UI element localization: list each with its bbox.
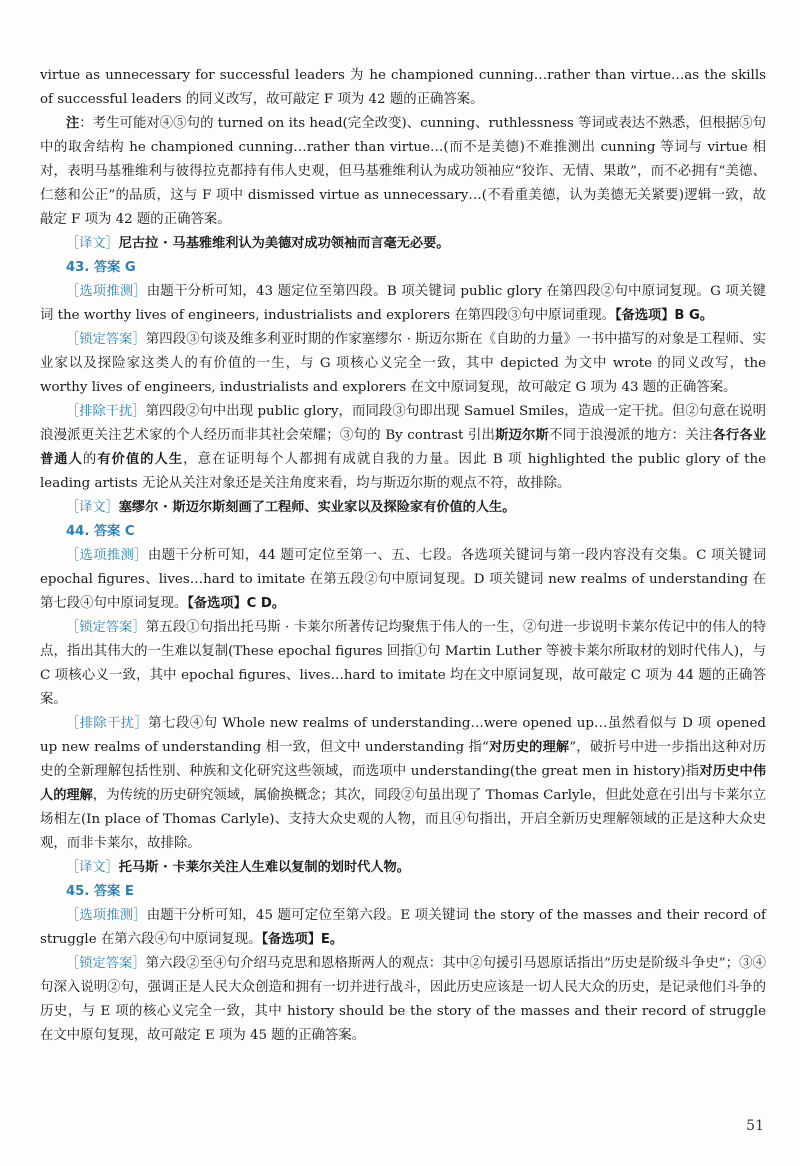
- answer-heading-q44: [40, 520, 766, 544]
- translation-q43: [40, 496, 766, 520]
- eliminate-q44: [40, 712, 766, 856]
- section-text: 由题干分析可知，45 题可定位至第六段。E 项关键词 the story of the masses and their record of struggle 在第六段④句中原词复现。: [40, 908, 766, 947]
- candidate-label: 【备选项】: [261, 932, 321, 947]
- lock-answer-q44: [40, 616, 766, 712]
- option-guess-q44: [40, 544, 766, 616]
- candidate-label: 【备选项】: [615, 308, 675, 323]
- section-text: 由题干分析可知，44 题可定位至第一、五、七段。各选项关键词与第一段内容没有交集。C 项关键词 epochal figures、lives…hard to imitate 在第五段②句中原词复现。D 项关键词 new realms of understanding 在第七段④句中原词复现。: [40, 548, 767, 611]
- emphasis-text: 对历史的理解: [488, 740, 570, 755]
- section-tag: ［锁定答案］: [66, 620, 146, 635]
- section-text: 的: [82, 452, 98, 467]
- option-guess-q45: [40, 904, 766, 952]
- answer-heading-q43: [40, 256, 766, 280]
- section-text: 第四段②句中出现 public glory，而同段③句即出现 Samuel Smiles，造成一定干扰。但②句意在说明浪漫派更关注艺术家的个人经历而非其社会荣耀；③句的 By contrast 引出: [40, 404, 766, 443]
- translation-tag: ［译文］: [66, 860, 119, 875]
- section-tag: ［选项推测］: [66, 908, 147, 923]
- section-text: 第六段②至④句介绍马克思和恩格斯两人的观点：其中②句援引马恩原话指出“历史是阶级斗争史”；③④句深入说明②句，强调正是人民大众创造和拥有一切并进行战斗，因此历史应该是一切人民大众的历史，是记录他们斗争的历史，与 E 项的核心义完全一致，其中 history should be the story of the masses and their record of struggle 在文中原句复现，故可敲定 E 项为 45 题的正确答案。: [40, 956, 766, 1043]
- option-guess-q43: [40, 280, 766, 328]
- section-tag: ［排除干扰］: [66, 716, 149, 731]
- section-tag: ［锁定答案］: [66, 332, 146, 347]
- section-text: 第五段①句指出托马斯 · 卡莱尔所著传记均聚焦于伟人的一生，②句进一步说明卡莱尔传记中的伟人的特点，指出其伟大的一生难以复制(These epochal figures 回指①句 Martin Luther 等被卡莱尔所取材的划时代伟人)，与 C 项核心义一致，其中 epochal figures、lives…hard to imitate 均在文中原词复现，故可敲定 C 项为 44 题的正确答案。: [40, 620, 766, 707]
- note-paragraph: [40, 112, 766, 232]
- emphasis-text: 斯迈尔斯: [495, 428, 549, 443]
- section-tag: ［选项推测］: [66, 548, 148, 563]
- emphasis-text: 对历史中伟人的理解: [40, 764, 766, 803]
- candidate-options: B G。: [674, 308, 714, 323]
- section-tag: ［锁定答案］: [66, 956, 146, 971]
- document-body: [40, 64, 766, 1048]
- section-text: 不同于浪漫派的地方：关注: [548, 428, 713, 443]
- translation-tag: ［译文］: [66, 500, 119, 515]
- emphasis-text: 有价值的人生: [97, 452, 184, 467]
- paragraph-q42-conclusion: virtue as unnecessary for successful leaders 为 he championed cunning…rather than virtue…as the skills of successful leaders 的同义改写，故可敲定 F 项为 42 题的正确答案。: [40, 68, 766, 107]
- candidate-options: E。: [320, 932, 344, 947]
- section-text: ，意在证明每个人都拥有成就自我的力量。因此 B 项 highlighted the public glory of the leading artists 无论从关注对象还是关注角度来看，均与斯迈尔斯的观点不符，故排除。: [40, 452, 767, 491]
- page-number: 51: [746, 1118, 764, 1134]
- section-tag: ［选项推测］: [66, 284, 147, 299]
- section-text: ，为传统的历史研究领域，属偷换概念；其次，同段②句虽出现了 Thomas Carlyle，但此处意在引出与卡莱尔立场相左(In place of Thomas Carlyle)、支持大众史观的人物，而且④句指出，开启全新历史理解领域的正是这种大众史观，而非卡莱尔，故排除。: [40, 788, 766, 851]
- candidate-options: C D。: [246, 596, 286, 611]
- candidate-label: 【备选项】: [187, 596, 247, 611]
- answer-heading-q45: [40, 880, 766, 904]
- translation-text: 托马斯 · 卡莱尔关注人生难以复制的划时代人物。: [118, 860, 410, 875]
- section-tag: ［排除干扰］: [66, 404, 146, 419]
- translation-q44: [40, 856, 766, 880]
- section-text: 第七段④句 Whole new realms of understanding…were opened up…虽然看似与 D 项 opened up new realms of understanding 相一致，但文中 understanding 指“: [40, 716, 767, 755]
- answer-heading: 44. 答案 C: [66, 524, 135, 539]
- note-text: ：考生可能对④⑤句的 turned on its head(完全改变)、cunning、ruthlessness 等词或表达不熟悉，但根据⑤句中的取舍结构 he championed cunning…rather than virtue…(而不是美德)不难推测出 cunning 等词与 virtue 相对，表明马基雅维利与彼得拉克都持有伟人史观，但马基雅维利认为成功领袖应“狡诈、无情、果敢”，而不必拥有“美德、仁慈和公正”的品质，这与 F 项中 dismissed virtue as unnecessary…(不看重美德，认为美德无关紧要)逻辑一致，故敲定 F 项为 42 题的正确答案。: [40, 116, 766, 227]
- eliminate-q43: [40, 400, 766, 496]
- translation-text: 尼古拉 · 马基雅维利认为美德对成功领袖而言毫无必要。: [118, 236, 450, 251]
- note-label: 注: [66, 116, 80, 131]
- translation-text: 塞缪尔 · 斯迈尔斯刻画了工程师、实业家以及探险家有价值的人生。: [118, 500, 516, 515]
- emphasis-text: 各行各业普通人: [40, 428, 767, 467]
- section-text: 第四段③句谈及维多利亚时期的作家塞缪尔 · 斯迈尔斯在《自助的力量》一书中描写的对象是工程师、实业家以及探险家这类人的有价值的一生，与 G 项核心义完全一致，其中 depicted 为文中 wrote 的同义改写，the worthy lives of engineers, industrialists and explorers 在文中原词复现，故可敲定 G 项为 43 题的正确答案。: [40, 332, 766, 395]
- section-text: 由题干分析可知，43 题定位至第四段。B 项关键词 public glory 在第四段②句中原词复现。G 项关键词 the worthy lives of engineers, industrialists and explorers 在第四段③句中原词重现。: [40, 284, 767, 323]
- section-text: ”，破折号中进一步指出这种对历史的全新理解包括性别、种族和文化研究这些领域，而选项中 understanding(the great men in history)指: [40, 740, 767, 779]
- lock-answer-q45: [40, 952, 766, 1048]
- translation-q42: [40, 232, 766, 256]
- answer-heading: 45. 答案 E: [66, 884, 134, 899]
- translation-tag: ［译文］: [66, 236, 119, 251]
- lock-answer-q43: [40, 328, 766, 400]
- answer-heading: 43. 答案 G: [66, 260, 136, 275]
